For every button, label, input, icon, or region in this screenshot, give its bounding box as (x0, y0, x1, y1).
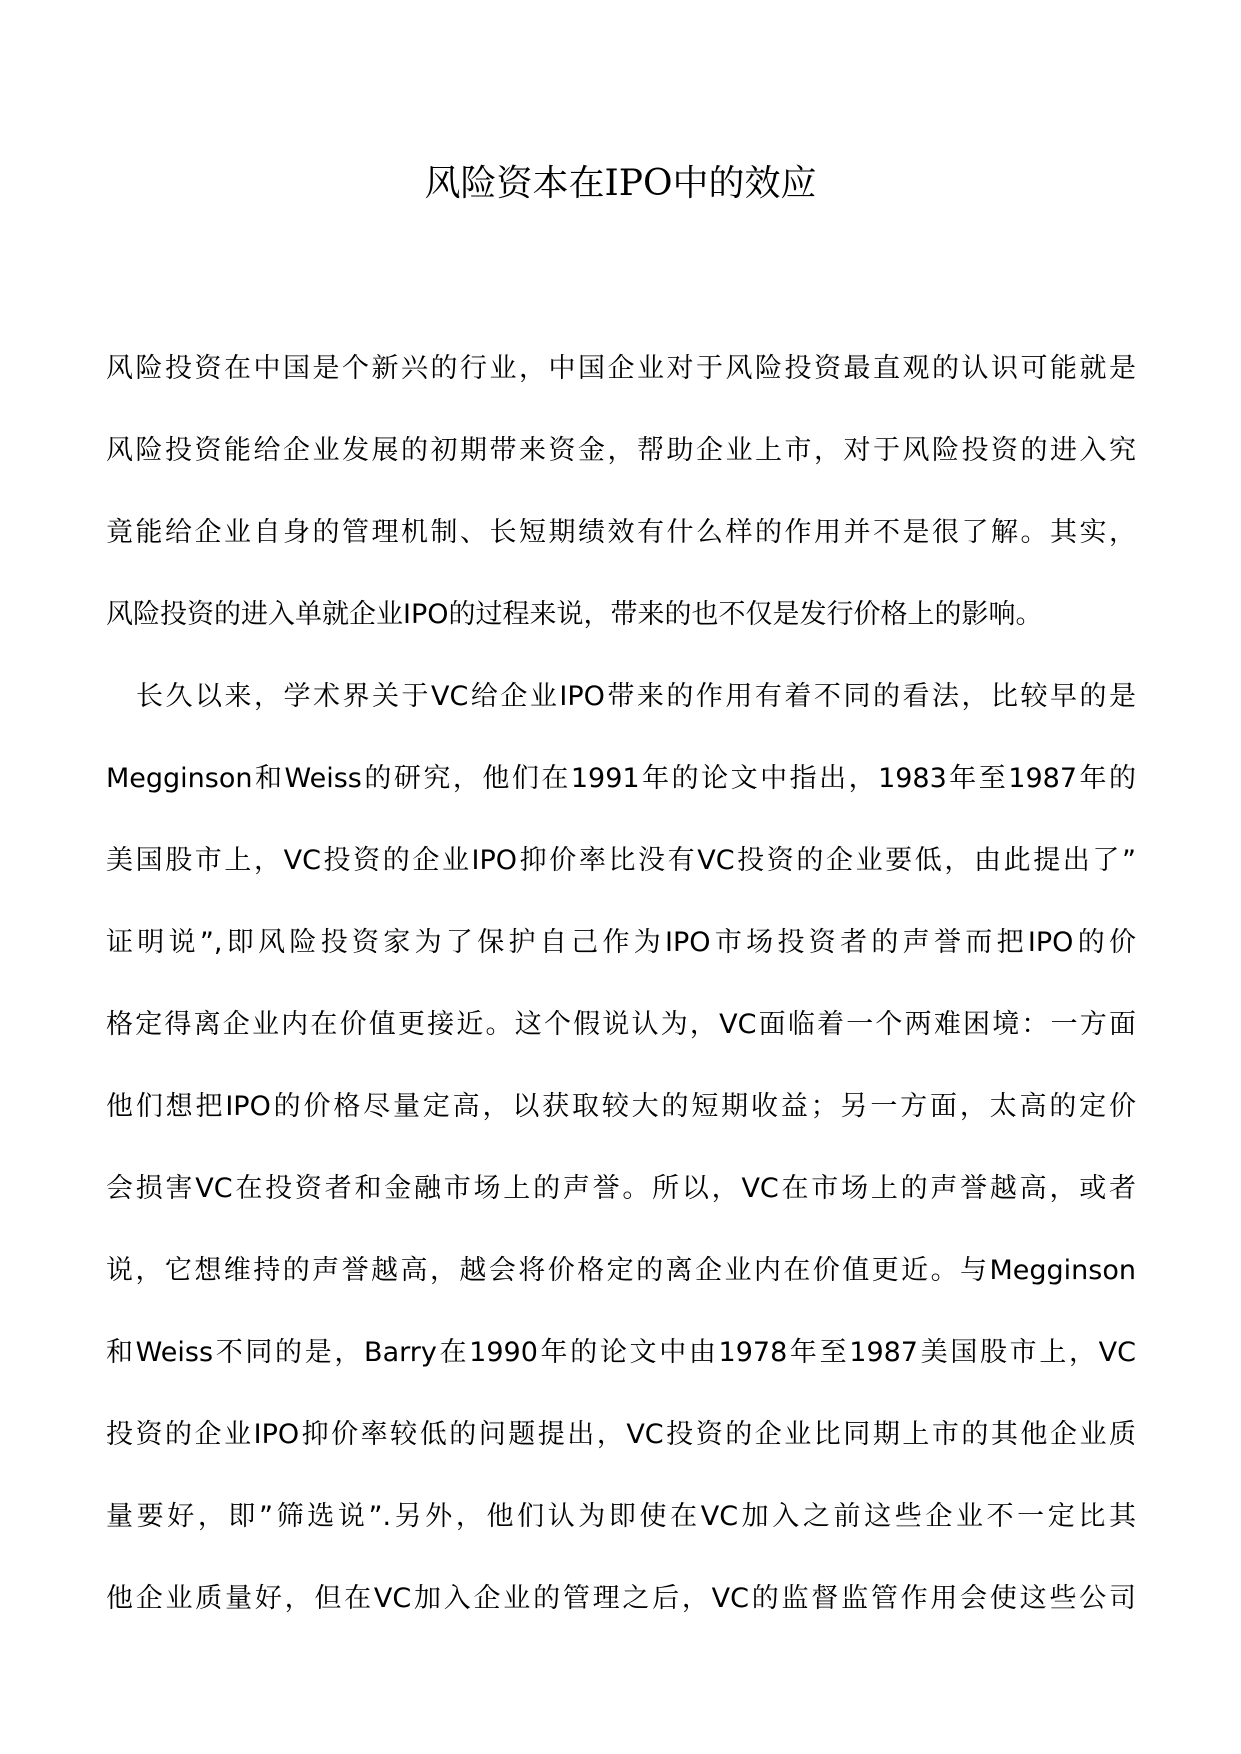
text-line: 风险投资的进入单就企业IPO的过程来说，带来的也不仅是发行价格上的影响。 (106, 599, 1043, 630)
text-line: 证明说”,即风险投资家为了保护自己作为IPO市场投资者的声誉而把IPO的价 (106, 927, 1136, 958)
text-line: 和Weiss不同的是，Barry在1990年的论文中由1978年至1987美国股市上，VC (106, 1337, 1136, 1368)
text-line: 说，它想维持的声誉越高，越会将价格定的离企业内在价值更近。与Megginson (106, 1255, 1136, 1286)
text-line: 美国股市上，VC投资的企业IPO抑价率比没有VC投资的企业要低，由此提出了” (106, 845, 1136, 876)
page-title: 风险资本在IPO中的效应 (424, 163, 817, 204)
text-line: 投资的企业IPO抑价率较低的问题提出，VC投资的企业比同期上市的其他企业质 (106, 1419, 1136, 1450)
text-line: 量要好，即”筛选说”.另外，他们认为即使在VC加入之前这些企业不一定比其 (106, 1501, 1136, 1532)
text-line: 风险投资能给企业发展的初期带来资金，帮助企业上市，对于风险投资的进入究 (106, 435, 1136, 466)
text-line: 他们想把IPO的价格尽量定高，以获取较大的短期收益；另一方面，太高的定价 (106, 1091, 1136, 1122)
text-line: Megginson和Weiss的研究，他们在1991年的论文中指出，1983年至1987年的 (106, 763, 1136, 794)
text-line: 长久以来，学术界关于VC给企业IPO带来的作用有着不同的看法，比较早的是 (136, 681, 1136, 712)
text-line: 他企业质量好，但在VC加入企业的管理之后，VC的监督监管作用会使这些公司 (106, 1583, 1136, 1614)
text-line: 会损害VC在投资者和金融市场上的声誉。所以，VC在市场上的声誉越高，或者 (106, 1173, 1136, 1204)
text-line: 格定得离企业内在价值更接近。这个假说认为，VC面临着一个两难困境：一方面 (106, 1009, 1136, 1040)
text-line: 竟能给企业自身的管理机制、长短期绩效有什么样的作用并不是很了解。其实， (106, 517, 1136, 548)
body-text (106, 345, 1136, 1657)
text-line: 风险投资在中国是个新兴的行业，中国企业对于风险投资最直观的认识可能就是 (106, 353, 1136, 384)
